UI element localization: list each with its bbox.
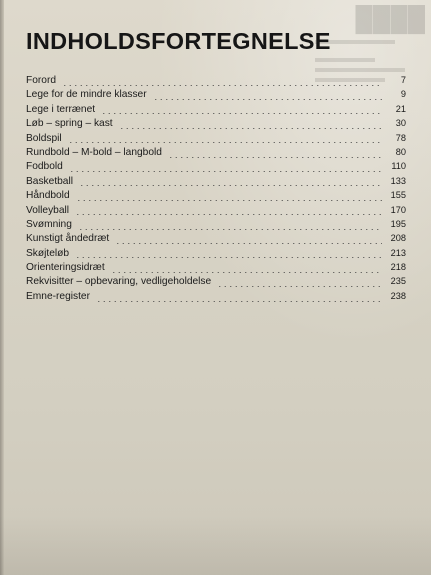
toc-entry-title: Kunstigt åndedræt [26,233,110,245]
toc-entry-title: Volleyball [26,204,70,216]
dot-leader [76,200,382,201]
dot-leader [111,272,382,273]
toc-entry [26,176,406,190]
toc-entry-page-number: 213 [390,247,406,258]
toc-entry [26,205,406,219]
toc-entry-page-number: 218 [390,262,406,273]
toc-entry-page-number: 78 [395,132,406,143]
toc-entry-title: Lege i terrænet [26,103,96,115]
toc-entry-title: Skøjteløb [26,247,70,259]
toc-entry-title: Svømning [26,218,72,230]
bleed-through-line [315,68,405,72]
table-of-contents [26,75,406,305]
toc-entry-page-number: 9 [400,89,406,100]
dot-leader [78,229,382,230]
toc-entry-page-number: 80 [395,146,406,157]
dot-leader [75,257,382,258]
toc-entry [26,291,406,305]
toc-entry-page-number: 110 [391,161,406,172]
dot-leader [62,85,382,86]
toc-entry-title: Boldspil [26,132,62,144]
toc-entry-title: Rundbold – M-bold – langbold [26,146,162,158]
toc-entry [26,161,406,175]
toc-entry-title: Håndbold [26,190,70,202]
dot-leader [153,99,382,100]
toc-entry [26,248,406,262]
toc-entry-title: Lege for de mindre klasser [26,89,147,101]
toc-entry-page-number: 155 [390,190,406,201]
dot-leader [101,113,382,114]
page-bottom-shadow [0,515,431,575]
toc-entry-page-number: 170 [390,204,406,215]
toc-entry [26,118,406,132]
toc-entry [26,89,406,103]
toc-entry [26,233,406,247]
toc-entry [26,276,406,290]
toc-entry-page-number: 133 [390,175,406,186]
toc-entry [26,147,406,161]
dot-leader [75,214,382,215]
toc-entry [26,75,406,89]
toc-entry-page-number: 235 [390,276,406,287]
toc-entry [26,190,406,204]
dot-leader [79,185,382,186]
bleed-through-heading: ████ [354,6,425,33]
dot-leader [68,142,382,143]
dot-leader [69,171,382,172]
toc-entry-page-number: 30 [395,118,406,129]
dot-leader [119,128,382,129]
dot-leader [96,301,382,302]
toc-entry-title: Basketball [26,175,74,187]
toc-entry-title: Rekvisitter – opbevaring, vedligeholdelse [26,276,212,288]
toc-entry-title: Emne-register [26,290,90,302]
dot-leader [217,286,382,287]
toc-entry [26,133,406,147]
page-edge-shadow [0,0,4,575]
toc-entry-page-number: 208 [390,233,406,244]
toc-entry-title: Forord [26,75,57,86]
dot-leader [168,157,382,158]
toc-entry-page-number: 21 [395,103,406,114]
toc-entry [26,104,406,118]
dot-leader [115,243,382,244]
toc-entry-page-number: 195 [390,218,406,229]
toc-entry-page-number: 7 [400,75,406,85]
bleed-through-line [315,58,375,62]
toc-entry [26,219,406,233]
page-title: INDHOLDSFORTEGNELSE [26,27,331,54]
toc-entry-title: Orienteringsidræt [26,262,105,274]
toc-entry-title: Løb – spring – kast [26,118,113,130]
toc-entry [26,262,406,276]
toc-entry-page-number: 238 [390,290,406,301]
toc-entry-title: Fodbold [26,161,63,173]
